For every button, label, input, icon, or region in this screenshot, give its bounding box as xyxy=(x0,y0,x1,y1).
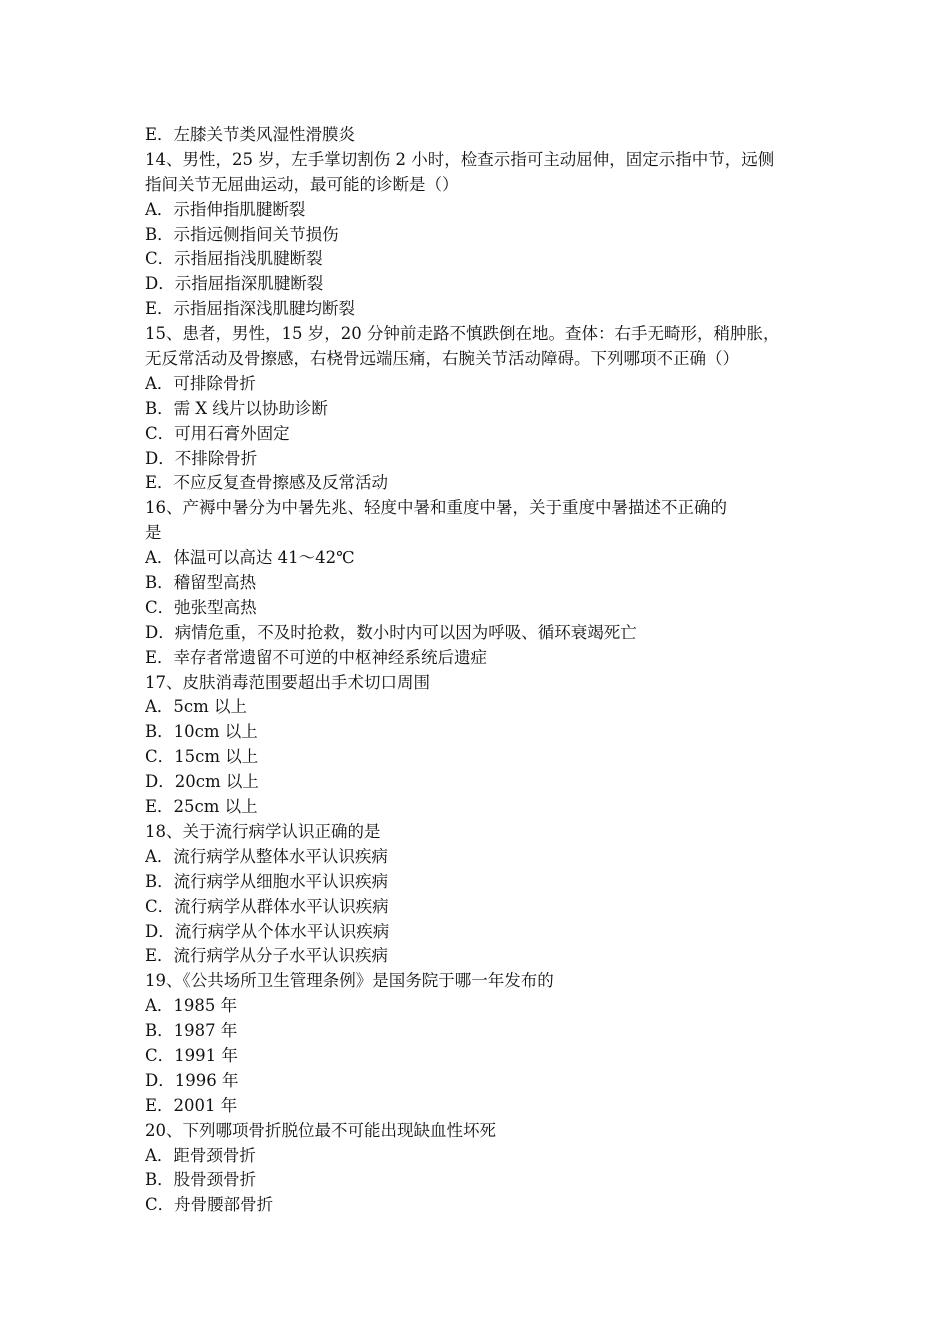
answer-option: C．舟骨腰部骨折 xyxy=(145,1195,274,1215)
answer-option: C．流行病学从群体水平认识疾病 xyxy=(145,896,389,916)
question-stem xyxy=(145,496,810,546)
answer-option: A．1985 年 xyxy=(145,996,238,1016)
answer-option: D．20cm 以上 xyxy=(145,772,259,792)
answer-option: E．左膝关节类风湿性滑膜炎 xyxy=(145,125,356,144)
answer-option: E．幸存者常遗留不可逆的中枢神经系统后遗症 xyxy=(145,647,488,667)
answer-option: E．2001 年 xyxy=(145,1095,238,1115)
answer-option: A．距骨颈骨折 xyxy=(145,1145,256,1165)
question-line: 16、产褥中暑分为中暑先兆、轻度中暑和重度中暑，关于重度中暑描述不正确的 xyxy=(145,498,727,518)
answer-option: C．1991 年 xyxy=(145,1045,238,1065)
answer-option: B．股骨颈骨折 xyxy=(145,1170,257,1190)
answer-option: A．可排除骨折 xyxy=(145,373,256,393)
question-line: 18、关于流行病学认识正确的是 xyxy=(145,821,381,841)
question-line: 15、患者，男性，15 岁，20 分钟前走路不慎跌倒在地。查体：右手无畸形，稍肿胀， xyxy=(145,324,780,344)
question-stem xyxy=(145,820,810,845)
answer-option: D．病情危重，不及时抢救，数小时内可以因为呼吸、循环衰竭死亡 xyxy=(145,622,637,642)
answer-option: B．稽留型高热 xyxy=(145,573,257,593)
document-body xyxy=(145,123,810,1218)
answer-option: D．示指屈指深肌腱断裂 xyxy=(145,274,324,294)
answer-option: D．1996 年 xyxy=(145,1070,239,1090)
answer-option: B．1987 年 xyxy=(145,1021,238,1041)
question-stem xyxy=(145,1119,810,1144)
question-stem xyxy=(145,969,810,994)
question-line: 17、皮肤消毒范围要超出手术切口周围 xyxy=(145,672,430,692)
answer-option: C．示指屈指浅肌腱断裂 xyxy=(145,249,323,269)
answer-option: D．流行病学从个体水平认识疾病 xyxy=(145,921,390,941)
answer-option: A．示指伸指肌腱断裂 xyxy=(145,199,306,219)
answer-option: C．弛张型高热 xyxy=(145,597,257,617)
question-line: 14、男性，25 岁，左手掌切割伤 2 小时，检查示指可主动屈伸，固定示指中节，远侧 xyxy=(145,149,775,169)
answer-option: C．15cm 以上 xyxy=(145,747,259,767)
answer-option: C．可用石膏外固定 xyxy=(145,423,290,443)
answer-option: E．25cm 以上 xyxy=(145,797,258,817)
question-line: 是 xyxy=(145,523,162,543)
answer-option: E．不应反复查骨擦感及反常活动 xyxy=(145,473,389,493)
answer-option: B．流行病学从细胞水平认识疾病 xyxy=(145,871,389,891)
answer-option: E．流行病学从分子水平认识疾病 xyxy=(145,946,389,966)
answer-option: B．需 X 线片以协助诊断 xyxy=(145,398,328,418)
answer-option: E．示指屈指深浅肌腱均断裂 xyxy=(145,299,356,319)
question-line: 19、《公共场所卫生管理条例》是国务院于哪一年发布的 xyxy=(145,971,554,991)
answer-option: B．10cm 以上 xyxy=(145,722,258,742)
question-stem xyxy=(145,322,810,372)
answer-option: A．体温可以高达 41～42℃ xyxy=(145,548,355,568)
answer-option: A．5cm 以上 xyxy=(145,697,248,717)
question-line: 指间关节无屈曲运动，最可能的诊断是（） xyxy=(145,174,459,194)
question-stem xyxy=(145,671,810,696)
answer-option: A．流行病学从整体水平认识疾病 xyxy=(145,846,388,866)
question-line: 无反常活动及骨擦感，右桡骨远端压痛，右腕关节活动障碍。下列哪项不正确（） xyxy=(145,349,739,369)
question-line: 20、下列哪项骨折脱位最不可能出现缺血性坏死 xyxy=(145,1120,496,1140)
answer-option: D．不排除骨折 xyxy=(145,448,258,468)
answer-option: B．示指远侧指间关节损伤 xyxy=(145,224,339,244)
question-stem xyxy=(145,148,810,198)
